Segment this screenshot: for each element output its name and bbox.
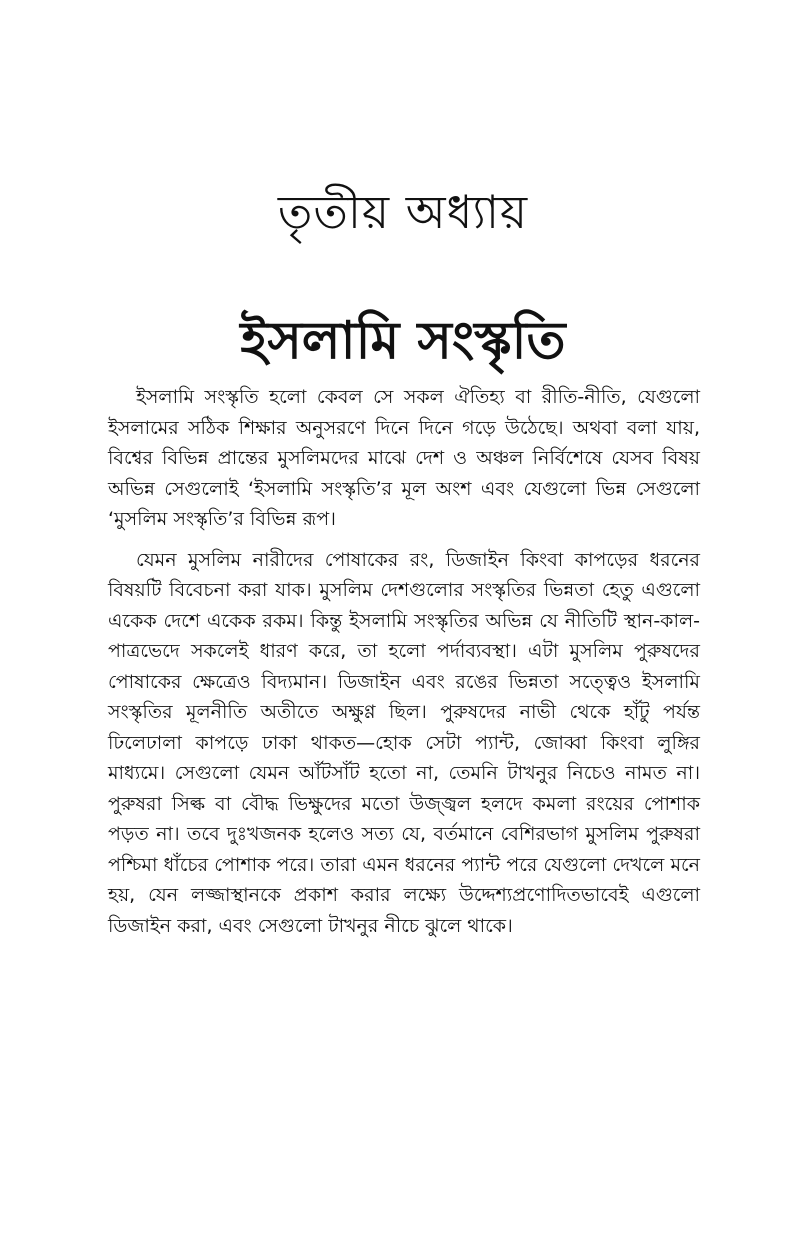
body-text <box>108 382 700 941</box>
paragraph-1: ইসলামি সংস্কৃতি হলো কেবল সে সকল ঐতিহ্য বা রীতি-নীতি, যেগুলো ইসলামের সঠিক শিক্ষার অনুসরণে দিনে দিনে গড়ে উঠেছে। অথবা বলা যায়, বিশ্বের বিভিন্ন প্রান্তের মুসলিমদের মাঝে দেশ ও অঞ্চল নির্বিশেষে যেসব বিষয় অভিন্ন সেগুলোই ‘ইসলামি সংস্কৃতি’র মূল অংশ এবং যেগুলো ভিন্ন সেগুলো ‘মুসলিম সংস্কৃতি’র বিভিন্ন রূপ। <box>108 386 700 530</box>
chapter-title: ইসলামি সংস্কৃতি <box>240 311 566 371</box>
chapter-number-heading: তৃতীয় অধ্যায় <box>277 185 529 239</box>
paragraph-2: যেমন মুসলিম নারীদের পোষাকের রং, ডিজাইন কিংবা কাপড়ের ধরনের বিষয়টি বিবেচনা করা যাক। মুসলিম দেশগুলোর সংস্কৃতির ভিন্নতা হেতু এগুলো একেক দেশে একেক রকম। কিন্তু ইসলামি সংস্কৃতির অভিন্ন যে নীতিটি স্থান-কাল-পাত্রভেদে সকলেই ধারণ করে, তা হলো পর্দাব্যবস্থা। এটা মুসলিম পুরুষদের পোষাকের ক্ষেত্রেও বিদ্যমান। ডিজাইন এবং রঙের ভিন্নতা সত্ত্বেও ইসলামি সংস্কৃতির মূলনীতি অতীতে অক্ষুণ্ণ ছিল। পুরুষদের নাভী থেকে হাঁটু পর্যন্ত ঢিলেঢালা কাপড়ে ঢাকা থাকত—হোক সেটা প্যান্ট, জোব্বা কিংবা লুঙ্গির মাধ্যমে। সেগুলো যেমন আঁটসাঁট হতো না, তেমনি টাখনুর নিচেও নামত না। পুরুষরা সিল্ক বা বৌদ্ধ ভিক্ষুদের মতো উজ্জ্বল হলদে কমলা রংয়ের পোশাক পড়ত না। তবে দুঃখজনক হলেও সত্য যে, বর্তমানে বেশিরভাগ মুসলিম পুরুষরা পশ্চিমা ধাঁচের পোশাক পরে। তারা এমন ধরনের প্যান্ট পরে যেগুলো দেখলে মনে হয়, যেন লজ্জাস্থানকে প্রকাশ করার লক্ষ্যে উদ্দেশ্যপ্রণোদিতভাবেই এগুলো ডিজাইন করা, এবং সেগুলো টাখনুর নীচে ঝুলে থাকে। <box>108 548 700 937</box>
